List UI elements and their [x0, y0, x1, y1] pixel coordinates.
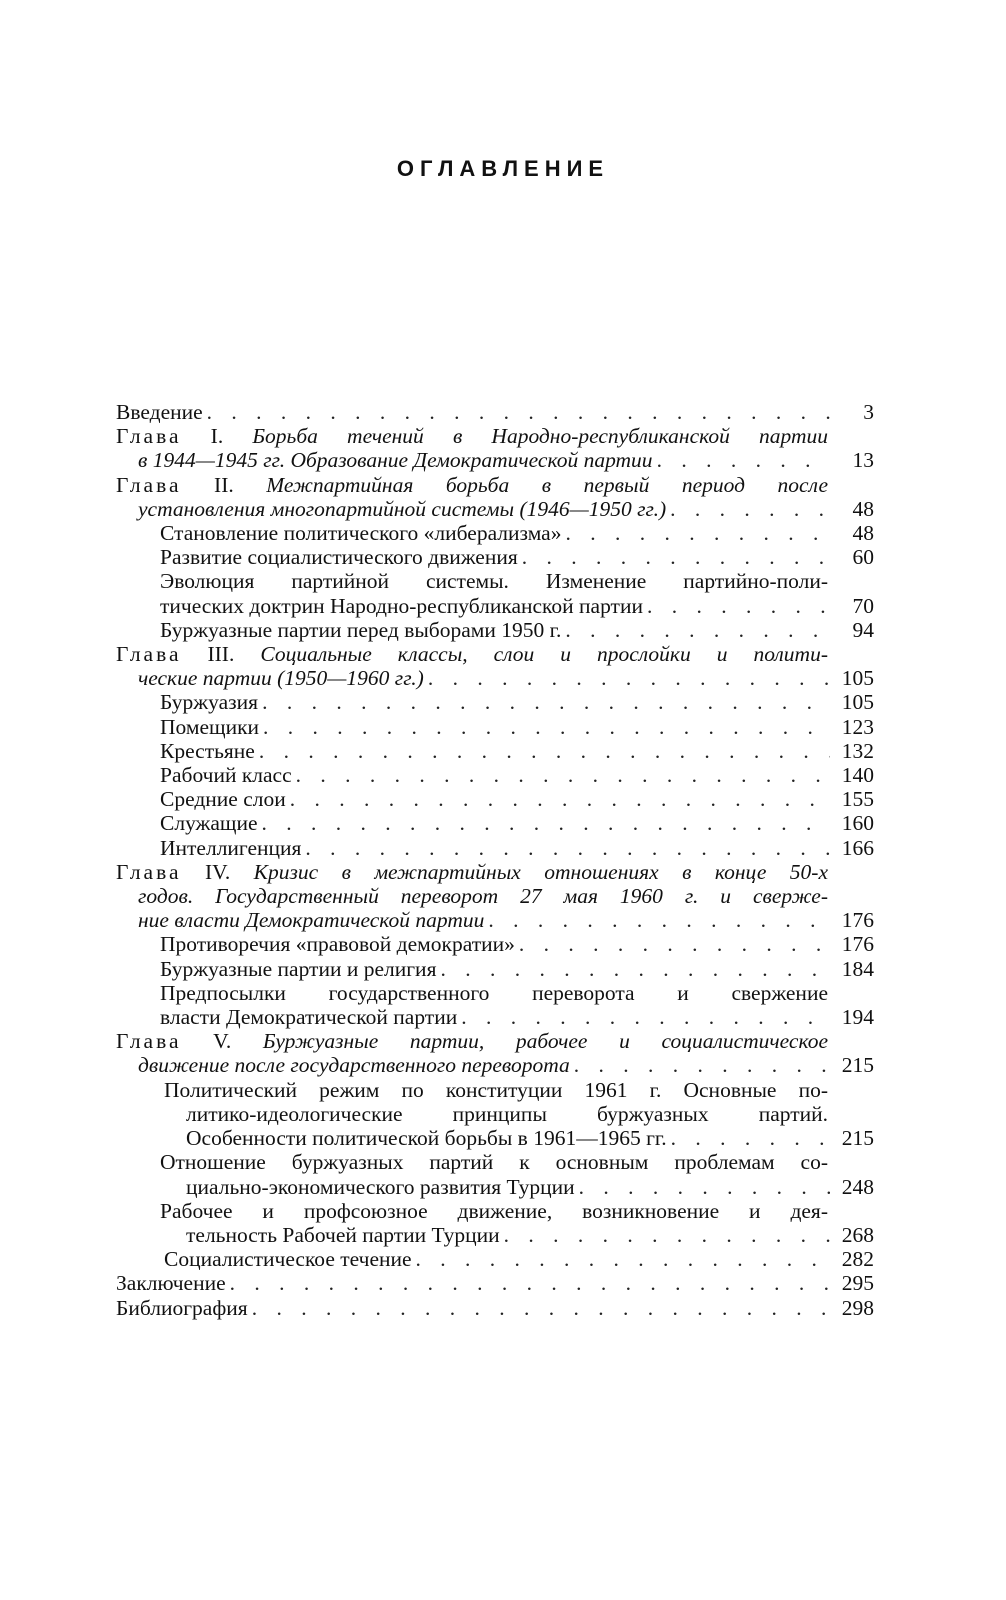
- page-number: 94: [852, 617, 874, 642]
- page-number: 48: [852, 496, 874, 521]
- section-title: Развитие социалистического движения: [160, 545, 518, 570]
- page-number: 295: [841, 1271, 874, 1296]
- chapter-title-line: движение после государственного переворота: [138, 1053, 570, 1078]
- section-title-line: тических доктрин Народно-республиканской партии: [160, 593, 643, 618]
- page-number: 70: [852, 593, 874, 618]
- page-number: 248: [841, 1174, 874, 1199]
- section-title-line: литико-идеологические принципы буржуазных партий.: [186, 1101, 828, 1126]
- page-number: 60: [852, 545, 874, 570]
- chapter-label: Глава: [116, 859, 182, 884]
- chapter-3-sections: [116, 690, 874, 859]
- page-number: 166: [841, 835, 874, 860]
- page-number: 215: [841, 1126, 874, 1151]
- dot-leader: [440, 957, 830, 981]
- toc-section[interactable]: [116, 1247, 874, 1271]
- section-title-line: Эволюция партийной системы. Изменение партийно-поли-: [160, 569, 828, 594]
- dot-leader: [579, 1175, 830, 1199]
- chapter-label: Глава: [116, 1029, 182, 1054]
- section-title: Социалистическое течение: [164, 1247, 412, 1272]
- page-number: 123: [841, 714, 874, 739]
- toc-section[interactable]: [116, 618, 874, 642]
- dot-leader: [670, 497, 830, 521]
- toc-section[interactable]: [116, 739, 874, 763]
- toc-entry-bibliography[interactable]: [116, 1296, 874, 1320]
- dot-leader: [565, 618, 830, 642]
- page-number: 105: [841, 666, 874, 691]
- page-number: 48: [852, 521, 874, 546]
- toc-section[interactable]: [116, 715, 874, 739]
- section-title: Рабочий класс: [160, 763, 292, 788]
- toc-section[interactable]: [116, 763, 874, 787]
- section-title-line: циально-экономического развития Турции: [186, 1174, 575, 1199]
- page-number: 3: [863, 400, 874, 424]
- toc-section[interactable]: [116, 981, 874, 1029]
- dot-leader: [296, 763, 830, 787]
- page-number: 132: [841, 738, 874, 763]
- dot-leader: [519, 932, 830, 956]
- page-number: 298: [841, 1295, 874, 1320]
- dot-leader: [207, 400, 830, 424]
- dot-leader: [565, 521, 830, 545]
- toc-section[interactable]: [116, 836, 874, 860]
- toc-entry-intro[interactable]: [116, 400, 874, 424]
- section-title: Служащие: [160, 811, 258, 836]
- dot-leader: [252, 1296, 830, 1320]
- section-title-line: Предпосылки государственного переворота и свержение: [160, 980, 828, 1005]
- section-title: Крестьяне: [160, 738, 255, 763]
- dot-leader: [504, 1223, 830, 1247]
- section-title-line: Отношение буржуазных партий к основным проблемам со-: [160, 1150, 828, 1175]
- toc-section[interactable]: [116, 569, 874, 617]
- toc-chapter-2[interactable]: [116, 473, 874, 521]
- toc-section[interactable]: [116, 690, 874, 714]
- dot-leader: [461, 1005, 830, 1029]
- dot-leader: [230, 1271, 830, 1295]
- page-number: 176: [841, 908, 874, 933]
- section-title: Буржуазные партии перед выборами 1950 г.: [160, 617, 562, 642]
- chapter-number: III.: [207, 642, 235, 667]
- section-title-line: власти Демократической партии: [160, 1005, 458, 1030]
- toc-section[interactable]: [116, 1078, 874, 1151]
- toc-chapter-3[interactable]: [116, 642, 874, 690]
- chapter-number: IV.: [204, 859, 231, 884]
- dot-leader: [262, 690, 830, 714]
- chapter-number: I.: [210, 424, 224, 449]
- page-number: 268: [841, 1222, 874, 1247]
- chapter-label: Глава: [116, 642, 182, 667]
- table-of-contents: [116, 400, 874, 1320]
- page-number: 155: [841, 787, 874, 812]
- chapter-title-line: Кризис в межпартийных отношениях в конце 50-х: [253, 859, 829, 884]
- dot-leader: [290, 787, 830, 811]
- dot-leader: [263, 715, 830, 739]
- dot-leader: [574, 1053, 830, 1077]
- toc-entry-label: Заключение: [116, 1271, 226, 1296]
- section-title: Противоречия «правовой демократии»: [160, 932, 515, 957]
- section-title-line: Рабочее и профсоюзное движение, возникновение и дея-: [160, 1198, 828, 1223]
- toc-section[interactable]: [116, 932, 874, 956]
- dot-leader: [671, 1126, 830, 1150]
- toc-section[interactable]: [116, 1150, 874, 1198]
- dot-leader: [259, 739, 830, 763]
- chapter-title-line: ние власти Демократической партии: [138, 908, 485, 933]
- chapter-label: Глава: [116, 472, 182, 497]
- toc-chapter-1[interactable]: [116, 424, 874, 472]
- toc-section[interactable]: [116, 957, 874, 981]
- page-number: 13: [852, 448, 874, 473]
- chapter-title-line: годов. Государственный переворот 27 мая 1960 г. и сверже-: [138, 884, 828, 909]
- dot-leader: [647, 594, 830, 618]
- chapter-title-line: Буржуазные партии, рабочее и социалистическое: [262, 1029, 829, 1054]
- section-title-line: Особенности политической борьбы в 1961—1965 гг.: [186, 1126, 667, 1151]
- chapter-title-line: установления многопартийной системы (1946—1950 гг.): [138, 496, 667, 521]
- dot-leader: [305, 836, 830, 860]
- toc-chapter-4[interactable]: [116, 860, 874, 933]
- chapter-number: II.: [214, 472, 234, 497]
- section-title: Помещики: [160, 714, 260, 739]
- chapter-title-line: Социальные классы, слои и прослойки и полити-: [260, 642, 828, 667]
- page-number: 160: [841, 811, 874, 836]
- toc-section[interactable]: [116, 1199, 874, 1247]
- page-number: 194: [841, 1005, 874, 1030]
- page-number: 105: [841, 690, 874, 715]
- dot-leader: [657, 448, 830, 472]
- chapter-title-line: в 1944—1945 гг. Образование Демократической партии: [138, 448, 653, 473]
- section-title-line: тельность Рабочей партии Турции: [186, 1222, 500, 1247]
- toc-section[interactable]: [116, 787, 874, 811]
- chapter-title-line: ческие партии (1950—1960 гг.): [138, 666, 424, 691]
- page-number: 184: [841, 956, 874, 981]
- section-title: Средние слои: [160, 787, 286, 812]
- section-title: Буржуазные партии и религия: [160, 956, 437, 981]
- chapter-title-line: Борьба течений в Народно-республиканской партии: [252, 424, 828, 449]
- toc-section[interactable]: [116, 521, 874, 545]
- page-title: ОГЛАВЛЕНИЕ: [396, 156, 610, 181]
- page-number: 215: [841, 1053, 874, 1078]
- section-title-line: Политический режим по конституции 1961 г. Основные по-: [164, 1077, 828, 1102]
- dot-leader: [262, 811, 830, 835]
- page-number: 140: [841, 763, 874, 788]
- dot-leader: [522, 545, 830, 569]
- toc-entry-conclusion[interactable]: [116, 1271, 874, 1295]
- dot-leader: [488, 908, 830, 932]
- section-title: Интеллигенция: [160, 835, 302, 860]
- toc-entry-label: Введение: [116, 400, 203, 424]
- toc-section[interactable]: [116, 545, 874, 569]
- section-title: Буржуазия: [160, 690, 259, 715]
- toc-entry-label: Библиография: [116, 1295, 248, 1320]
- page-number: 282: [841, 1247, 874, 1272]
- chapter-number: V.: [213, 1029, 232, 1054]
- chapter-label: Глава: [116, 424, 182, 449]
- page-number: 176: [841, 932, 874, 957]
- dot-leader: [428, 666, 830, 690]
- dot-leader: [416, 1247, 830, 1271]
- toc-chapter-5[interactable]: [116, 1029, 874, 1077]
- section-title: Становление политического «либерализма»: [160, 521, 562, 546]
- chapter-title-line: Межпартийная борьба в первый период после: [266, 472, 829, 497]
- toc-section[interactable]: [116, 811, 874, 835]
